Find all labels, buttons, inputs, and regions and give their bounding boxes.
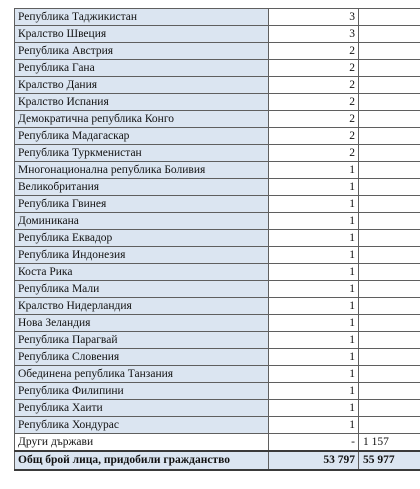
row-value-col2	[359, 213, 420, 230]
table-row	[15, 128, 420, 145]
row-value-col1: 1	[269, 332, 359, 349]
row-value-col2	[359, 400, 420, 417]
row-label: Обединена република Танзания	[15, 366, 269, 383]
row-value-col1: -	[269, 434, 359, 452]
table-row	[15, 383, 420, 400]
table-row	[15, 145, 420, 162]
table-row	[15, 366, 420, 383]
row-value-col1: 1	[269, 162, 359, 179]
total-value-col1: 53 797	[269, 451, 359, 470]
row-label: Република Хаити	[15, 400, 269, 417]
table-row	[15, 400, 420, 417]
row-value-col2	[359, 111, 420, 128]
row-value-col1: 2	[269, 145, 359, 162]
row-value-col1: 1	[269, 400, 359, 417]
table-row	[15, 213, 420, 230]
row-value-col1: 1	[269, 264, 359, 281]
table-row	[15, 315, 420, 332]
table-row	[15, 60, 420, 77]
row-value-col1: 1	[269, 349, 359, 366]
row-value-col2	[359, 26, 420, 43]
row-value-col1: 3	[269, 9, 359, 26]
table-row	[15, 349, 420, 366]
row-value-col2	[359, 366, 420, 383]
row-value-col1: 1	[269, 298, 359, 315]
row-value-col2	[359, 349, 420, 366]
row-value-col1: 2	[269, 111, 359, 128]
spreadsheet	[14, 8, 420, 471]
row-value-col2	[359, 196, 420, 213]
row-value-col2	[359, 128, 420, 145]
row-value-col1: 1	[269, 315, 359, 332]
row-value-col1: 2	[269, 60, 359, 77]
row-value-col2	[359, 298, 420, 315]
row-label: Доминикана	[15, 213, 269, 230]
row-value-col2	[359, 94, 420, 111]
row-value-col2	[359, 230, 420, 247]
table-row	[15, 247, 420, 264]
row-value-col2	[359, 383, 420, 400]
row-value-col2	[359, 417, 420, 434]
row-label: Република Гвинея	[15, 196, 269, 213]
row-label: Нова Зеландия	[15, 315, 269, 332]
table-row	[15, 264, 420, 281]
other-countries-row	[15, 434, 420, 452]
row-value-col1: 1	[269, 383, 359, 400]
table-row	[15, 230, 420, 247]
row-value-col1: 1	[269, 247, 359, 264]
table-row	[15, 281, 420, 298]
row-value-col1: 1	[269, 417, 359, 434]
row-value-col1: 2	[269, 77, 359, 94]
row-label: Република Мали	[15, 281, 269, 298]
row-value-col2	[359, 60, 420, 77]
table-row	[15, 77, 420, 94]
row-label: Демократична република Конго	[15, 111, 269, 128]
row-value-col2	[359, 281, 420, 298]
table-row	[15, 94, 420, 111]
total-label: Общ брой лица, придобили гражданство	[15, 451, 269, 470]
row-value-col1: 1	[269, 281, 359, 298]
row-label: Кралство Испания	[15, 94, 269, 111]
row-label: Република Хондурас	[15, 417, 269, 434]
row-label: Други държави	[15, 434, 269, 452]
row-value-col1: 2	[269, 128, 359, 145]
row-value-col2	[359, 264, 420, 281]
row-label: Многонационална република Боливия	[15, 162, 269, 179]
row-label: Великобритания	[15, 179, 269, 196]
row-value-col1: 1	[269, 179, 359, 196]
table-row	[15, 332, 420, 349]
row-value-col1: 2	[269, 43, 359, 60]
row-value-col2	[359, 179, 420, 196]
total-row	[15, 451, 420, 470]
table-row	[15, 26, 420, 43]
table-row	[15, 162, 420, 179]
row-value-col2	[359, 332, 420, 349]
table-row	[15, 9, 420, 26]
citizenship-table	[14, 8, 420, 471]
table-row	[15, 179, 420, 196]
row-label: Република Еквадор	[15, 230, 269, 247]
row-label: Република Словения	[15, 349, 269, 366]
row-label: Република Филипини	[15, 383, 269, 400]
row-value-col1: 2	[269, 94, 359, 111]
row-value-col2	[359, 162, 420, 179]
table-row	[15, 43, 420, 60]
total-value-col2: 55 977	[359, 451, 420, 470]
row-value-col1: 1	[269, 366, 359, 383]
row-value-col1: 1	[269, 196, 359, 213]
row-label: Кралство Дания	[15, 77, 269, 94]
row-label: Република Австрия	[15, 43, 269, 60]
table-row	[15, 196, 420, 213]
row-value-col2	[359, 77, 420, 94]
row-value-col2: 1 157	[359, 434, 420, 452]
row-label: Коста Рика	[15, 264, 269, 281]
row-value-col1: 1	[269, 213, 359, 230]
table-body	[15, 9, 420, 471]
row-label: Република Гана	[15, 60, 269, 77]
row-value-col2	[359, 145, 420, 162]
row-label: Република Туркменистан	[15, 145, 269, 162]
row-value-col2	[359, 247, 420, 264]
row-label: Кралство Швеция	[15, 26, 269, 43]
row-label: Кралство Нидерландия	[15, 298, 269, 315]
row-label: Република Таджикистан	[15, 9, 269, 26]
table-row	[15, 417, 420, 434]
row-value-col2	[359, 9, 420, 26]
row-value-col2	[359, 315, 420, 332]
row-value-col2	[359, 43, 420, 60]
row-label: Република Мадагаскар	[15, 128, 269, 145]
row-label: Република Парагвай	[15, 332, 269, 349]
row-value-col1: 3	[269, 26, 359, 43]
table-row	[15, 111, 420, 128]
table-row	[15, 298, 420, 315]
row-label: Република Индонезия	[15, 247, 269, 264]
row-value-col1: 1	[269, 230, 359, 247]
